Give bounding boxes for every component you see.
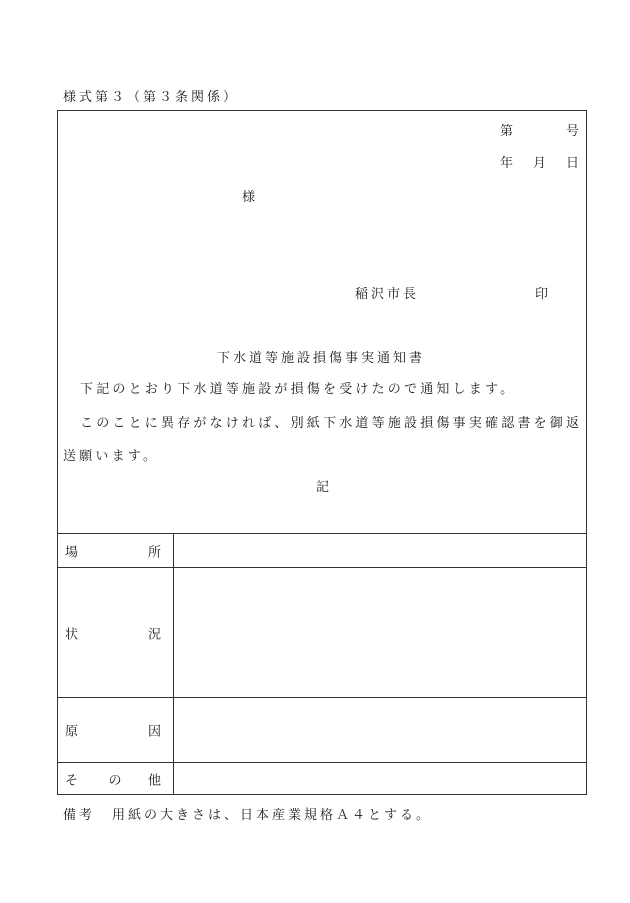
state-label-left: 状 xyxy=(65,627,79,642)
other-label xyxy=(57,763,174,796)
document-title: 下水道等施設損傷事実通知書 xyxy=(217,351,426,366)
table-row-place xyxy=(57,534,587,568)
date-month: 月 xyxy=(533,156,547,171)
place-value[interactable] xyxy=(174,534,588,568)
number-dai: 第 xyxy=(500,124,514,139)
place-label-left: 場 xyxy=(65,545,79,560)
note-text: 用紙の大きさは、日本産業規格Ａ４とする。 xyxy=(112,808,433,823)
table-row-cause xyxy=(57,698,587,763)
place-label xyxy=(57,534,174,568)
note-label: 備考 xyxy=(63,808,96,823)
cause-value[interactable] xyxy=(174,698,588,763)
detail-table xyxy=(57,533,587,795)
date-day: 日 xyxy=(566,156,580,171)
table-row-state xyxy=(57,568,587,698)
place-label-right: 所 xyxy=(147,545,161,560)
other-label-left: そ xyxy=(65,773,79,789)
body-paragraph-1: 下記のとおり下水道等施設が損傷を受けたので通知します。 xyxy=(80,382,517,397)
seal-mark: 印 xyxy=(535,287,549,302)
body-paragraph-2-line-2: 送願います。 xyxy=(63,449,160,464)
cause-label xyxy=(57,698,174,763)
state-label-right: 況 xyxy=(147,627,161,642)
date-year: 年 xyxy=(500,156,514,171)
other-label-mid: の xyxy=(108,773,122,789)
table-row-other xyxy=(57,763,587,796)
state-label xyxy=(57,568,174,698)
cause-label-right: 因 xyxy=(147,724,161,740)
cause-label-left: 原 xyxy=(65,724,79,740)
other-value[interactable] xyxy=(174,763,588,796)
number-go: 号 xyxy=(566,124,580,139)
form-title: 様式第３（第３条関係） xyxy=(63,90,240,105)
ki-heading: 記 xyxy=(316,480,330,495)
issuer-name: 稲沢市長 xyxy=(355,287,420,302)
state-value[interactable] xyxy=(174,568,588,698)
other-label-right: 他 xyxy=(147,773,161,789)
body-paragraph-2-line-1: このことに異存がなければ、別紙下水道等施設損傷事実確認書を御返 xyxy=(80,416,583,431)
addressee-suffix: 様 xyxy=(242,190,256,205)
